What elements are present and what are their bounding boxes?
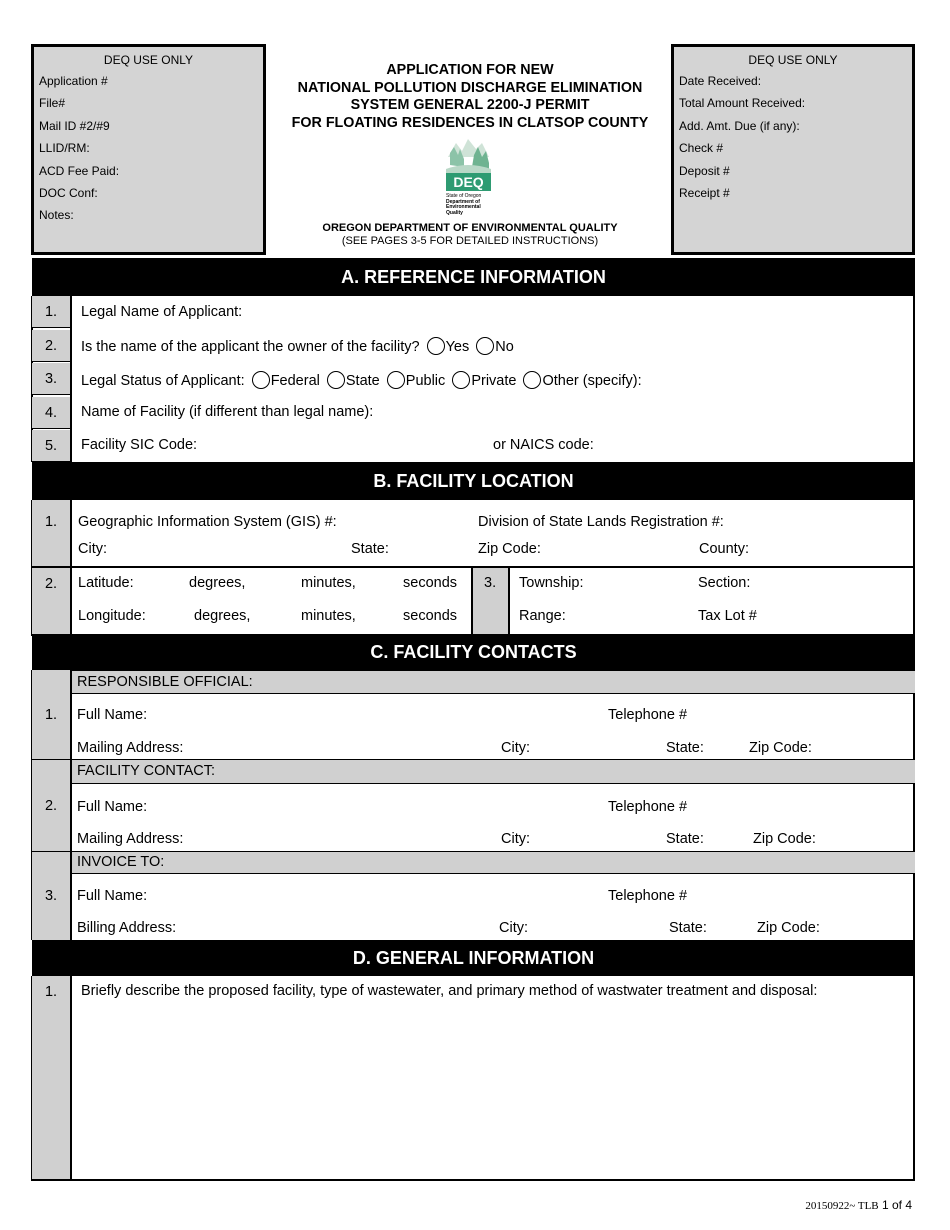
- other-radio[interactable]: [523, 371, 541, 389]
- border: [70, 500, 72, 636]
- row-number: 2.: [32, 568, 70, 636]
- long-degrees-label: degrees,: [194, 608, 251, 624]
- deq-use-only-left: [31, 44, 266, 255]
- sic-code-label: Facility SIC Code:: [81, 437, 198, 453]
- title-line: APPLICATION FOR NEW: [386, 62, 554, 78]
- no-label: No: [495, 339, 514, 355]
- section-label: Section:: [698, 575, 751, 591]
- deq-logo-caption: [446, 194, 491, 216]
- border: [471, 566, 473, 636]
- deq-right-field: Receipt #: [679, 186, 730, 201]
- full-name-label: Full Name:: [77, 799, 148, 815]
- deq-right-field: Add. Amt. Due (if any):: [679, 118, 800, 133]
- latitude-label: Latitude:: [78, 575, 134, 591]
- telephone-label: Telephone #: [608, 799, 688, 815]
- row-number: 1.: [32, 670, 70, 760]
- title-line: FOR FLOATING RESIDENCES IN CLATSOP COUNTY: [291, 114, 649, 131]
- owner-question-label: Is the name of the applicant the owner of the facility?: [81, 339, 420, 355]
- deq-use-only-right: [671, 44, 915, 255]
- border: [913, 976, 915, 1181]
- agency-note: (SEE PAGES 3-5 FOR DETAILED INSTRUCTIONS): [341, 235, 599, 247]
- border: [70, 670, 72, 940]
- longitude-label: Longitude:: [78, 608, 146, 624]
- long-seconds-label: seconds: [403, 608, 458, 624]
- row-number: 3.: [484, 575, 497, 591]
- logo-caption-line: Quality: [446, 209, 463, 216]
- deq-right-field: Date Received:: [679, 74, 762, 88]
- state-radio[interactable]: [327, 371, 345, 389]
- tax-lot-label: Tax Lot #: [698, 608, 757, 624]
- border: [31, 1179, 915, 1181]
- zip-label: Zip Code:: [753, 831, 816, 847]
- county-label: County:: [699, 541, 749, 557]
- deq-left-field: ACD Fee Paid:: [39, 163, 120, 178]
- agency-name: OREGON DEPARTMENT OF ENVIRONMENTAL QUALITY: [322, 222, 618, 234]
- footer-code: 20150922~ TLB: [805, 1200, 879, 1212]
- deq-left-field: DOC Conf:: [39, 186, 98, 201]
- city-label: City:: [501, 831, 530, 847]
- facility-name-label: Name of Facility (if different than legal name):: [81, 404, 374, 420]
- logo-caption-line: Department of: [446, 198, 480, 205]
- row-number: 5.: [32, 430, 70, 462]
- full-name-label: Full Name:: [77, 888, 148, 904]
- legal-status: [81, 371, 642, 389]
- city-label: City:: [501, 740, 530, 756]
- deq-right-field: Check #: [679, 141, 724, 156]
- owner-question: [81, 337, 514, 355]
- row-number: 3.: [32, 852, 70, 940]
- row-number: 1.: [32, 500, 70, 566]
- page-footer: [805, 1198, 912, 1212]
- telephone-label: Telephone #: [608, 707, 688, 723]
- zip-label: Zip Code:: [757, 920, 820, 936]
- state-label: State:: [351, 541, 389, 557]
- federal-radio[interactable]: [252, 371, 270, 389]
- border: [508, 566, 510, 636]
- deq-left-field: LLID/RM:: [39, 141, 90, 156]
- other-label: Other (specify):: [542, 373, 642, 389]
- deq-right-heading: DEQ USE ONLY: [748, 53, 838, 67]
- yes-label: Yes: [445, 339, 470, 355]
- deq-logo-text: DEQ: [453, 174, 484, 190]
- title-line: NATIONAL POLLUTION DISCHARGE ELIMINATION: [297, 79, 643, 96]
- deq-right-field: Total Amount Received:: [679, 96, 806, 111]
- border: [70, 296, 72, 462]
- billing-address-label: Billing Address:: [77, 920, 177, 936]
- state-label: State: [345, 373, 380, 389]
- gis-label: Geographic Information System (GIS) #:: [78, 514, 337, 530]
- deq-left-heading: DEQ USE ONLY: [103, 53, 194, 67]
- facility-description-field[interactable]: [73, 1006, 911, 1176]
- telephone-label: Telephone #: [608, 888, 688, 904]
- invoice-to-heading: INVOICE TO:: [72, 851, 915, 874]
- public-radio[interactable]: [387, 371, 405, 389]
- border: [913, 670, 915, 940]
- lat-minutes-label: minutes,: [301, 575, 356, 591]
- border: [70, 976, 72, 1181]
- township-label: Township:: [519, 575, 584, 591]
- facility-description-prompt: Briefly describe the proposed facility, type of wastewater, and primary method of wastwater treatment and disposal:: [81, 983, 818, 999]
- row-number: 2.: [32, 760, 70, 852]
- full-name-label: Full Name:: [77, 707, 148, 723]
- city-label: City:: [78, 541, 107, 557]
- range-label: Range:: [519, 608, 566, 624]
- mailing-address-label: Mailing Address:: [77, 740, 184, 756]
- deq-left-field: Application #: [39, 74, 108, 88]
- no-radio[interactable]: [476, 337, 494, 355]
- private-radio[interactable]: [452, 371, 470, 389]
- lat-degrees-label: degrees,: [189, 575, 246, 591]
- row-number: 1.: [32, 976, 70, 1179]
- state-label: State:: [666, 740, 704, 756]
- deq-right-field: Deposit #: [679, 163, 730, 178]
- private-label: Private: [471, 373, 517, 389]
- long-minutes-label: minutes,: [301, 608, 356, 624]
- federal-label: Federal: [270, 373, 320, 389]
- agency-block: [268, 222, 672, 248]
- zip-label: Zip Code:: [749, 740, 812, 756]
- page-number: 1 of 4: [881, 1198, 912, 1212]
- state-label: State:: [666, 831, 704, 847]
- legal-status-label: Legal Status of Applicant:: [81, 373, 245, 389]
- border: [913, 500, 915, 636]
- mailing-address-label: Mailing Address:: [77, 831, 184, 847]
- section-a-header: A. REFERENCE INFORMATION: [32, 258, 915, 296]
- zip-label: Zip Code:: [478, 541, 541, 557]
- city-label: City:: [499, 920, 528, 936]
- dsl-registration-label: Division of State Lands Registration #:: [478, 514, 724, 530]
- deq-logo: [446, 135, 491, 221]
- row-number: 2.: [32, 330, 70, 362]
- section-b-header: B. FACILITY LOCATION: [32, 462, 915, 500]
- form-title: [268, 62, 672, 132]
- section-d-header: D. GENERAL INFORMATION: [32, 940, 915, 976]
- facility-contact-heading: FACILITY CONTACT:: [72, 759, 915, 784]
- legal-name-label: Legal Name of Applicant:: [81, 304, 243, 320]
- yes-radio[interactable]: [427, 337, 445, 355]
- deq-left-field: Notes:: [39, 208, 74, 223]
- state-label: State:: [669, 920, 707, 936]
- logo-caption-line: State of Oregon: [446, 193, 482, 199]
- deq-left-field: File#: [39, 96, 66, 111]
- deq-left-field: Mail ID #2/#9: [39, 118, 110, 133]
- title-line: SYSTEM GENERAL 2200-J PERMIT: [350, 97, 590, 113]
- row-number: 4.: [32, 397, 70, 429]
- naics-code-label: or NAICS code:: [493, 437, 594, 453]
- section-c-header: C. FACILITY CONTACTS: [32, 634, 915, 670]
- public-label: Public: [405, 373, 446, 389]
- logo-caption-line: Environmental: [446, 204, 481, 210]
- border: [913, 296, 915, 462]
- row-number: 1.: [32, 296, 70, 328]
- lat-seconds-label: seconds: [403, 575, 458, 591]
- responsible-official-heading: RESPONSIBLE OFFICIAL:: [72, 670, 915, 694]
- row-number: 3.: [32, 363, 70, 395]
